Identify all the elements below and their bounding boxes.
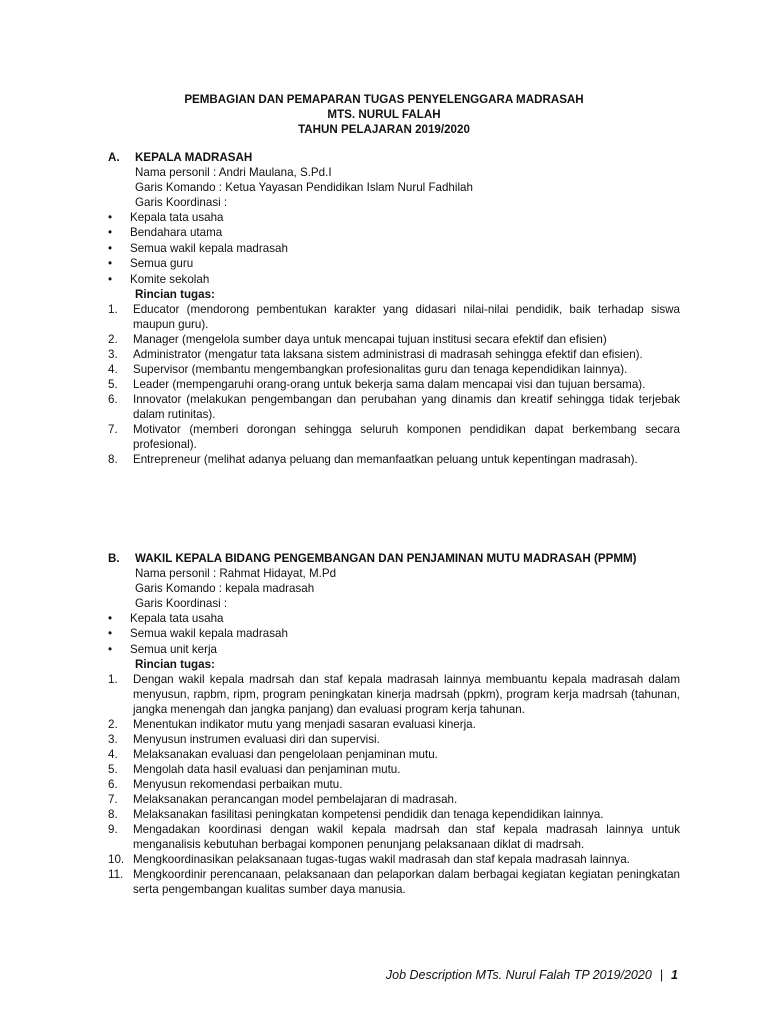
bullet-icon: • bbox=[108, 226, 113, 240]
section-b-title: WAKIL KEPALA BIDANG PENGEMBANGAN DAN PENJAMINAN MUTU MADRASAH (PPMM) bbox=[135, 552, 637, 565]
section-b-letter: B. bbox=[108, 552, 120, 565]
list-item: • Semua unit kerja bbox=[108, 642, 217, 656]
section-a-rincian-label: Rincian tugas: bbox=[135, 288, 215, 302]
task-item: 6. Menyusun rekomendasi perbaikan mutu. bbox=[108, 778, 343, 792]
task-item: 3. Administrator (mengatur tata laksana sistem administrasi di madrasah sehingga efektif dan efisien). bbox=[108, 348, 643, 362]
section-a-koordinasi-label: Garis Koordinasi : bbox=[135, 196, 228, 209]
bullet-icon: • bbox=[108, 642, 113, 656]
section-b-title-row bbox=[108, 551, 680, 566]
footer-separator: | bbox=[659, 968, 664, 982]
task-item: 7. Melaksanakan perancangan model pembelajaran di madrasah. bbox=[108, 793, 458, 807]
task-item: 8. Entrepreneur (melihat adanya peluang dan memanfaatkan peluang untuk kepentingan madrasah). bbox=[108, 453, 638, 467]
section-b-komando: Garis Komando : kepala madrasah bbox=[135, 582, 315, 595]
list-item: • Komite sekolah bbox=[108, 272, 210, 286]
section-a-task-list bbox=[108, 302, 680, 467]
bullet-icon: • bbox=[108, 211, 113, 224]
task-item: 4. Supervisor (membantu mengembangkan profesionalitas guru dan tenaga kependidikan lainnya). bbox=[108, 363, 628, 377]
section-kepala-madrasah bbox=[108, 150, 680, 467]
section-b-koordinasi-list bbox=[108, 611, 680, 657]
page-number: 1 bbox=[671, 968, 678, 982]
section-a-title: KEPALA MADRASAH bbox=[135, 151, 253, 164]
list-item: • Bendahara utama bbox=[108, 226, 223, 240]
section-a-personil: Nama personil : Andri Maulana, S.Pd.I bbox=[135, 166, 332, 179]
header-year: TAHUN PELAJARAN 2019/2020 bbox=[298, 123, 470, 136]
task-item: 5. Leader (mempengaruhi orang-orang untuk bekerja sama dalam mencapai visi dan tujuan bersama). bbox=[108, 378, 646, 392]
footer-text: Job Description MTs. Nurul Falah TP 2019/2020 bbox=[385, 968, 652, 982]
bullet-icon: • bbox=[108, 272, 113, 286]
section-b-koordinasi-label: Garis Koordinasi : bbox=[135, 597, 228, 610]
task-item: 3. Menyusun instrumen evaluasi diri dan supervisi. bbox=[108, 733, 380, 747]
header-school: MTS. NURUL FALAH bbox=[327, 108, 441, 121]
document-header bbox=[0, 92, 768, 137]
bullet-icon: • bbox=[108, 257, 113, 271]
section-b-rincian-label: Rincian tugas: bbox=[135, 658, 215, 672]
section-wakil-ppmm bbox=[108, 551, 680, 897]
task-item: 6. Innovator (melakukan pengembangan dan perubahan yang dinamis dan kreatif sehingga tidak terjebak dalam rutinitas). bbox=[108, 393, 680, 422]
task-item: 1. Dengan wakil kepala madrsah dan staf kepala madrasah lainnya membuantu kepala madrasah dalam menyusun, rapbm, ripm, program peningkatan kinerja madrsah (ppkm), program kerja madrsah (tahunan, jangka menengah dan jangka panjang) dan evaluasi program kerja tahunan. bbox=[108, 673, 680, 717]
section-b-task-list bbox=[108, 672, 680, 897]
task-item: 9. Mengadakan koordinasi dengan wakil kepala madrsah dan staf kepala madrasah lainnya untuk menganalisis kebutuhan berbagai komponen penunjang pelaksanaan diklat di madrsah. bbox=[108, 823, 680, 852]
task-item: 2. Menentukan indikator mutu yang menjadi sasaran evaluasi kinerja. bbox=[108, 718, 476, 732]
section-b-personil: Nama personil : Rahmat Hidayat, M.Pd bbox=[135, 567, 337, 580]
section-a-komando: Garis Komando : Ketua Yayasan Pendidikan Islam Nurul Fadhilah bbox=[135, 181, 473, 194]
task-item: 5. Mengolah data hasil evaluasi dan penjaminan mutu. bbox=[108, 763, 401, 777]
task-item: 7. Motivator (memberi dorongan sehingga seluruh komponen pendidikan dapat berkembang secara profesional). bbox=[108, 423, 680, 452]
page-footer bbox=[386, 968, 678, 983]
task-item: 2. Manager (mengelola sumber daya untuk mencapai tujuan institusi secara efektif dan efisien) bbox=[108, 333, 607, 347]
bullet-icon: • bbox=[108, 241, 113, 255]
task-item: 8. Melaksanakan fasilitasi peningkatan kompetensi pendidik dan tenaga kependidikan lainnya. bbox=[108, 808, 604, 822]
bullet-icon: • bbox=[108, 627, 113, 641]
bullet-icon: • bbox=[108, 612, 113, 625]
task-item: 1. Educator (mendorong pembentukan karakter yang didasari nilai-nilai pendidik, baik terhadap siswa maupun guru). bbox=[108, 303, 680, 332]
list-item: • Semua wakil kepala madrasah bbox=[108, 627, 288, 641]
task-item: 11. Mengkoordinir perencanaan, pelaksanaan dan pelaporkan dalam berbagai kegiatan kegiatan peningkatan serta pengembangan kualitas sumber daya manusia. bbox=[108, 868, 680, 897]
list-item: • Kepala tata usaha bbox=[108, 211, 224, 224]
section-a-letter: A. bbox=[108, 151, 120, 164]
list-item: • Semua wakil kepala madrasah bbox=[108, 241, 288, 255]
section-a-koordinasi-list bbox=[108, 210, 680, 287]
header-title: PEMBAGIAN DAN PEMAPARAN TUGAS PENYELENGGARA MADRASAH bbox=[184, 93, 584, 106]
task-item: 10. Mengkoordinasikan pelaksanaan tugas-tugas wakil madrasah dan staf kepala madrasah lainnya. bbox=[108, 853, 630, 867]
section-a-title-row bbox=[108, 150, 680, 165]
task-item: 4. Melaksanakan evaluasi dan pengelolaan penjaminan mutu. bbox=[108, 748, 438, 762]
list-item: • Semua guru bbox=[108, 257, 194, 271]
list-item: • Kepala tata usaha bbox=[108, 612, 224, 625]
